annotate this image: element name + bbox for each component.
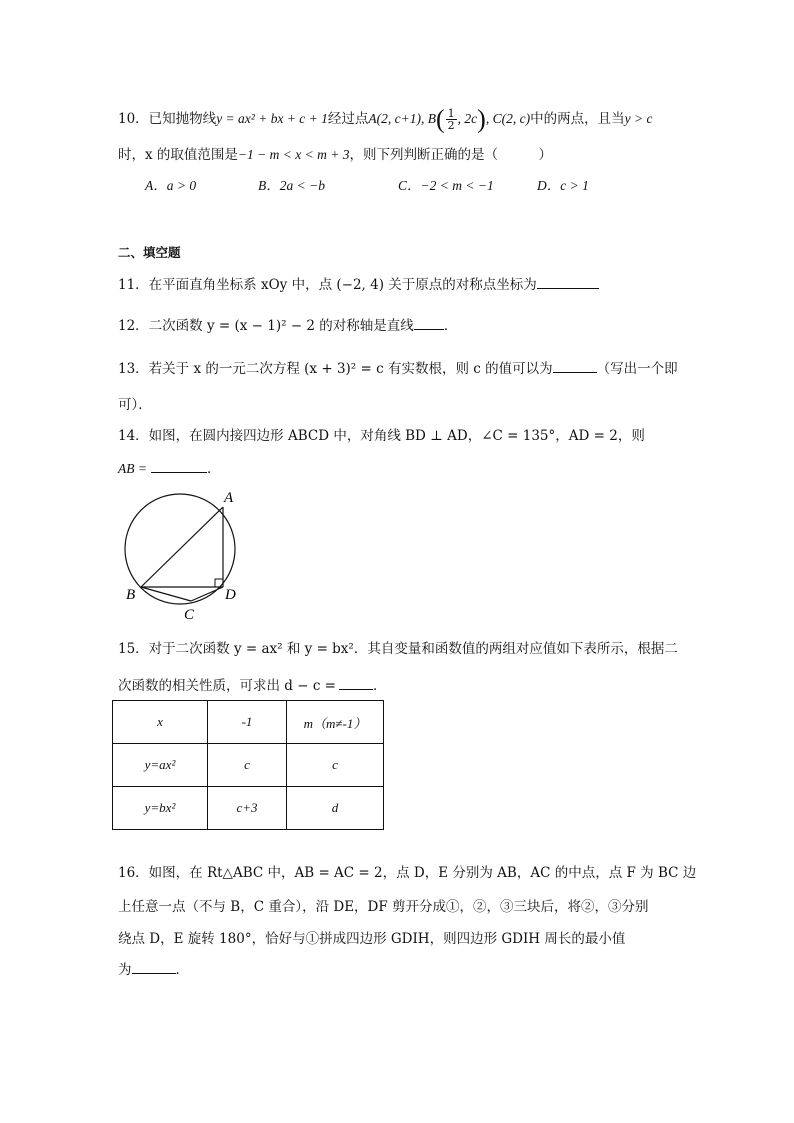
q10-option-a[interactable]: A．a > 0 xyxy=(145,178,197,193)
q10-range: −1 − m < x < m + 3 xyxy=(237,147,350,162)
q10-paren-open: ( xyxy=(436,104,445,134)
table-cell: y=ax² xyxy=(113,744,208,787)
q16-answer-blank[interactable] xyxy=(132,961,176,974)
q10-option-d[interactable]: D．c > 1 xyxy=(537,178,589,193)
q10-paren-close: ) xyxy=(477,104,486,134)
q16-line3: 绕点 D，E 旋转 180°，恰好与①拼成四边形 GDIH，则四边形 GDIH 周长的最小值 xyxy=(118,931,626,947)
q14-line2 xyxy=(118,460,220,478)
q15-period: ． xyxy=(373,678,387,694)
segment-cd xyxy=(191,587,223,601)
table-cell: y=bx² xyxy=(113,787,208,830)
table-cell: c+3 xyxy=(208,787,287,830)
section-title-fill-blank: 二、填空题 xyxy=(118,245,181,260)
table-cell: d xyxy=(287,787,384,830)
q16-line4 xyxy=(118,961,189,979)
q10-ask: ，则下列判断正确的是（ ） xyxy=(349,147,552,163)
label-c: C xyxy=(184,607,195,623)
q16-period: ． xyxy=(175,962,189,978)
table-cell: x xyxy=(113,701,208,744)
q11-answer-blank[interactable] xyxy=(537,276,599,289)
label-b: B xyxy=(126,587,136,603)
q10-two-points: 中的两点，且当 xyxy=(530,111,625,127)
q13-line1 xyxy=(118,360,678,378)
q12-answer-blank[interactable] xyxy=(414,317,444,330)
table-cell: c xyxy=(208,744,287,787)
table-cell: m（m≠-1） xyxy=(287,701,384,744)
q11-line xyxy=(118,276,599,294)
q10-point-c: , C(2, c) xyxy=(485,111,531,126)
q12-line xyxy=(118,317,457,335)
q15-line1: 15．对于二次函数 y = ax² 和 y = bx²．其自变量和函数值的两组对应值如下表所示，根据二 xyxy=(118,641,678,657)
q14-line1: 14．如图，在圆内接四边形 ABCD 中，对角线 BD ⊥ AD，∠C = 135°，AD = 2，则 xyxy=(118,428,645,444)
q13-text: 13．若关于 x 的一元二次方程 (x + 3)² = c 有实数根，则 c 的值可以为 xyxy=(118,361,553,377)
q10-range-text: 时，x 的取值范围是 xyxy=(118,147,238,163)
label-d: D xyxy=(225,587,236,603)
q10-fraction xyxy=(446,108,457,131)
table-row xyxy=(113,787,384,830)
q10-passes: 经过点 xyxy=(327,111,369,127)
q12-text: 12．二次函数 y = (x − 1)² − 2 的对称轴是直线 xyxy=(118,318,414,334)
q15-table xyxy=(112,700,384,830)
label-a: A xyxy=(224,490,234,506)
q10-frac-den: 2 xyxy=(447,119,455,132)
table-cell: -1 xyxy=(208,701,287,744)
q10-frac-num: 1 xyxy=(447,107,455,120)
q14-ab: AB = xyxy=(118,461,147,476)
table-row xyxy=(113,701,384,744)
q14-period: ． xyxy=(206,461,221,477)
q10-line2 xyxy=(118,146,552,164)
q10-option-c[interactable]: C．−2 < m < −1 xyxy=(398,178,494,193)
q16-line1: 16．如图，在 Rt△ABC 中，AB = AC = 2，点 D，E 分别为 AB，AC 的中点，点 F 为 BC 边 xyxy=(118,865,697,881)
q15-line2 xyxy=(118,677,387,695)
q11-text: 11．在平面直角坐标系 xOy 中，点 (−2, 4) 关于原点的对称点坐标为 xyxy=(118,277,537,293)
q10-points-ab: A(2, c+1), B xyxy=(368,111,436,126)
q10-prefix: 10．已知抛物线 xyxy=(118,111,217,127)
q10-line1 xyxy=(118,104,653,134)
q15-answer-blank[interactable] xyxy=(339,677,373,690)
segment-ab xyxy=(141,507,223,587)
q10-point-b-y: , 2c xyxy=(457,111,478,126)
q10-option-b[interactable]: B．2a < −b xyxy=(258,178,325,193)
q13-answer-blank[interactable] xyxy=(553,360,597,373)
right-angle-mark xyxy=(215,579,223,587)
q16-prefix: 为 xyxy=(118,962,132,978)
q10-condition: y > c xyxy=(624,111,653,126)
q12-period: ． xyxy=(443,318,458,334)
q10-parabola: y = ax² + bx + c + 1 xyxy=(216,111,328,126)
q14-figure xyxy=(110,488,250,623)
q13-tail: （写出一个即 xyxy=(596,361,678,377)
q13-line2: 可）． xyxy=(118,397,152,413)
q16-line2: 上任意一点（不与 B，C 重合），沿 DE，DF 剪开分成①，②，③三块后，将②，③分别 xyxy=(118,899,649,915)
q14-answer-blank[interactable] xyxy=(151,460,207,473)
table-row xyxy=(113,744,384,787)
q15-ask: 次函数的相关性质，可求出 d − c = xyxy=(118,678,336,694)
table-cell: c xyxy=(287,744,384,787)
